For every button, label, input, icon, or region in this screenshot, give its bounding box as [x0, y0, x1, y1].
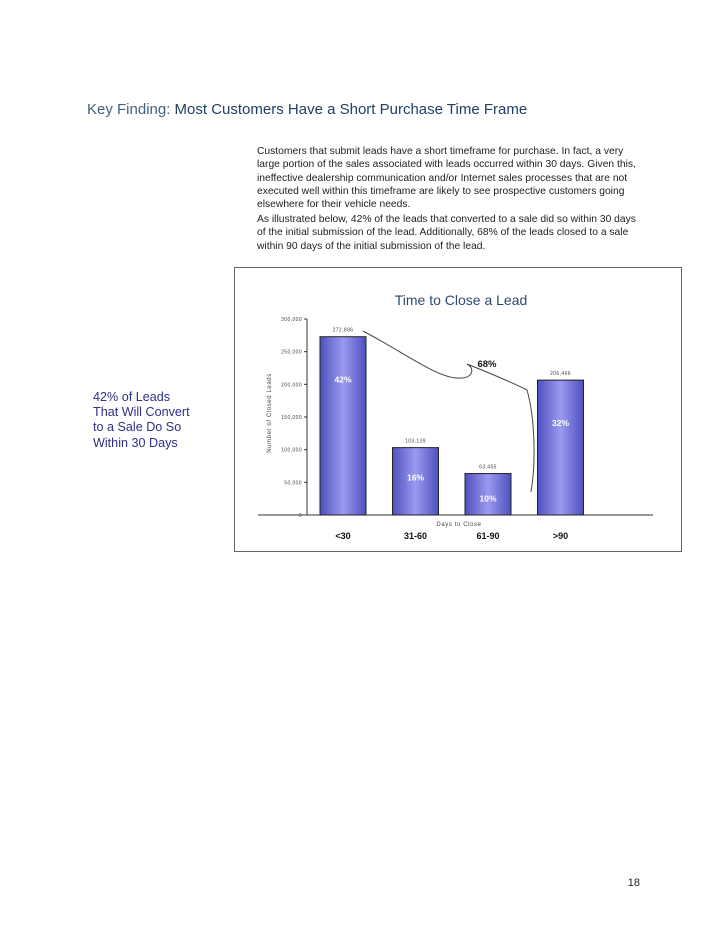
heading-title: Most Customers Have a Short Purchase Time Frame [174, 101, 528, 118]
y-tick-label: 50,000 [284, 480, 302, 487]
illustration-paragraph: As illustrated below, 42% of the leads that converted to a sale did so within 30 days of the initial submission of the lead. Additionally, 68% of the leads closed to a sale within 90 days of the initial submission of the lead. [257, 214, 636, 252]
x-category-label: <30 [335, 531, 351, 541]
chart-frame [234, 267, 682, 552]
bar [320, 337, 366, 515]
key-finding-heading [87, 101, 527, 118]
x-axis-label: Days to Close [436, 522, 482, 528]
y-tick-label: 100,000 [281, 447, 302, 454]
bracket-label: 68% [477, 359, 497, 370]
bar-value-label: 103,139 [405, 438, 426, 445]
bar-percent-label: 32% [551, 418, 570, 429]
chart-title: Time to Close a Lead [394, 292, 528, 308]
y-tick-label: 250,000 [281, 349, 302, 356]
bar-value-label: 63,455 [479, 464, 497, 471]
y-axis-label: Number of Closed Leads [267, 373, 273, 453]
page-number: 18 [627, 877, 640, 889]
callout-text: 42% of Leads That Will Convert to a Sale Do So Within 30 Days [93, 390, 190, 450]
y-tick-label: 200,000 [281, 382, 302, 389]
bar-percent-label: 42% [334, 374, 352, 385]
bar-value-label: 272,886 [332, 327, 354, 334]
bar-percent-label: 10% [479, 493, 497, 504]
x-category-label: 31-60 [403, 531, 428, 541]
x-category-label: 61-90 [476, 531, 500, 541]
bars [320, 328, 584, 541]
y-tick-label: 300,000 [281, 317, 302, 323]
bar-percent-label: 16% [406, 472, 425, 483]
y-axis [258, 317, 653, 519]
y-tick-label: 150,000 [281, 415, 302, 421]
x-category-label: >90 [552, 531, 569, 541]
bar [538, 380, 584, 515]
y-tick-label: 0 [298, 513, 302, 519]
heading-prefix: Key Finding: [87, 101, 175, 118]
bar-value-label: 206,466 [550, 371, 571, 378]
bracket-68 [363, 331, 534, 492]
intro-paragraph: Customers that submit leads have a short timeframe for purchase. In fact, a very large portion of the sales associated with leads occurred within 30 days. Given this, ineffective dealership communication and/or Internet sales processes that are not executed well within this timeframe are likely to see prospective customers going elsewhere for their vehicle needs. [257, 146, 636, 211]
time-to-close-chart [235, 268, 683, 553]
bracket-curve [363, 331, 534, 492]
